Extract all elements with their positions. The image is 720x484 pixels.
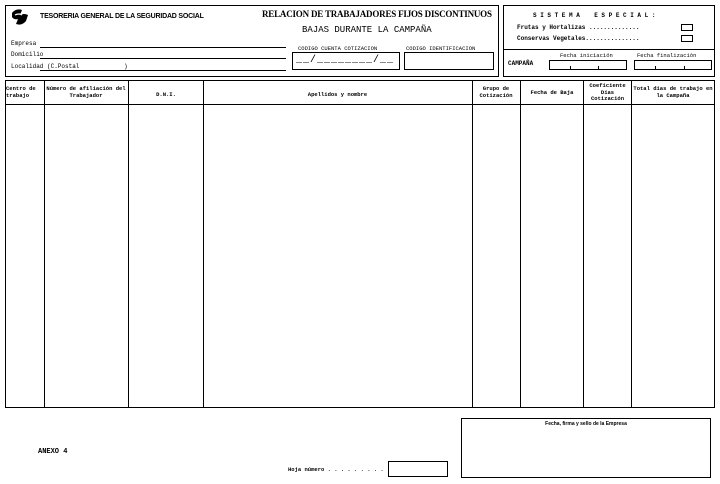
col-sep-7 [631, 80, 632, 408]
fecha-fin-sep2 [684, 66, 685, 70]
form-title: RELACION DE TRABAJADORES FIJOS DISCONTINUOS [262, 9, 492, 19]
col-sep-3 [203, 80, 204, 408]
localidad-line[interactable] [40, 70, 286, 71]
col-centro-trabajo: Centro de trabajo [6, 85, 36, 99]
empresa-line[interactable] [40, 47, 286, 48]
empresa-label: Empresa [11, 40, 37, 47]
anexo-label: ANEXO 4 [38, 448, 68, 456]
col-coeficiente: Coeficiente Días Cotización [589, 82, 626, 102]
codigo-identificacion-label: CODIGO IDENTIFICACION [406, 45, 476, 52]
frutas-checkbox[interactable] [681, 24, 693, 31]
table-header-divider [5, 104, 715, 105]
codigo-cuenta-label: CODIGO CUENTA COTIZACION [298, 45, 378, 52]
col-sep-4 [472, 80, 473, 408]
domicilio-label: Domicilio [11, 51, 44, 58]
campana-label: CAMPAÑA [508, 60, 534, 67]
fecha-fin-sep1 [655, 66, 656, 70]
fecha-inicio-sep2 [598, 66, 599, 70]
domicilio-line[interactable] [40, 58, 286, 59]
fecha-inicio-sep1 [570, 66, 571, 70]
col-sep-1 [44, 80, 45, 408]
special-divider [503, 49, 715, 50]
special-system-title: S I S T E M A E S P E C I A L : [533, 12, 656, 19]
codigo-cuenta-separators: __/________/__ [296, 55, 395, 66]
org-name: TESORERIA GENERAL DE LA SEGURIDAD SOCIAL [40, 13, 204, 20]
option-frutas: Frutas y Hortalizas .............. [517, 24, 640, 31]
fecha-inicio-label: Fecha iniciación [560, 52, 613, 59]
hoja-numero-label: Hoja número . . . . . . . . . [288, 466, 384, 473]
firma-sello-box[interactable] [461, 418, 711, 478]
codigo-identificacion-field[interactable] [404, 52, 494, 70]
conservas-checkbox[interactable] [681, 35, 693, 42]
col-numero-afiliacion: Número de afiliación del Trabajador [46, 85, 126, 99]
fecha-fin-field[interactable] [634, 60, 712, 70]
col-grupo-cotizacion: Grupo de Cotización [479, 85, 513, 99]
option-conservas: Conservas Vegetales............... [517, 35, 640, 42]
col-sep-5 [520, 80, 521, 408]
workers-table [5, 80, 715, 408]
col-apellidos-nombre: Apellidos y nombre [307, 91, 368, 98]
fecha-fin-label: Fecha finalización [637, 52, 697, 59]
hoja-numero-field[interactable] [388, 461, 448, 477]
localidad-close: ) [124, 63, 128, 70]
col-fecha-baja: Fecha de Baja [530, 89, 574, 96]
col-total-dias: Total días de trabajo en la Campaña [633, 85, 713, 99]
col-dni: D.N.I. [156, 91, 176, 98]
col-sep-6 [583, 80, 584, 408]
fecha-inicio-field[interactable] [549, 60, 627, 70]
localidad-label: Localidad (C.Postal [11, 63, 80, 70]
col-sep-2 [128, 80, 129, 408]
form-subtitle: BAJAS DURANTE LA CAMPAÑA [302, 25, 432, 35]
firma-sello-label: Fecha, firma y sello de la Empresa [545, 421, 627, 427]
